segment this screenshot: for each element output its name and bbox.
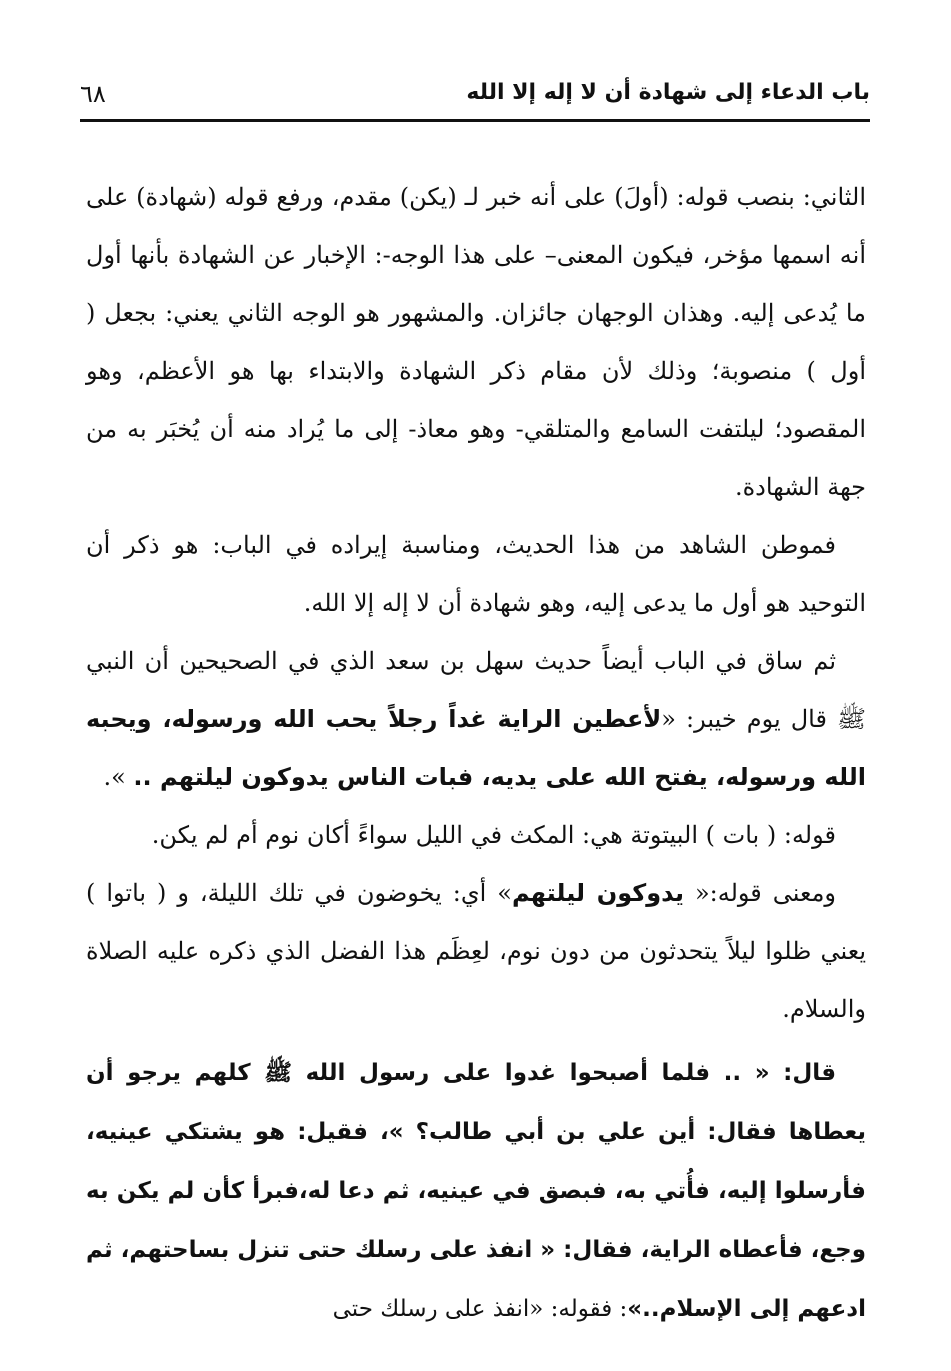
paragraph-meaning <box>86 864 866 1038</box>
header-rule <box>80 119 870 122</box>
page-header <box>80 80 870 110</box>
hadith-quote: لأعطين الراية غداً رجلاً يحب الله ورسوله، ويحبه الله ورسوله، يفتح الله على يديه، فبات الناس يدوكون ليلتهم .. <box>86 705 866 791</box>
body-text <box>86 168 866 1339</box>
meaning-quote: يدوكون ليلتهم <box>511 879 684 907</box>
paragraph-bayta: قوله: ( بات ) البيتوتة هي: المكث في الليل سواءً أكان نوم أم لم يكن. <box>151 821 836 849</box>
paragraph-evidence: فموطن الشاهد من هذا الحديث، ومناسبة إيراده في الباب: هو ذكر أن التوحيد هو أول ما يدعى إليه، وهو شهادة أن لا إله إلا الله. <box>86 531 866 617</box>
meaning-outro: » أي: يخوضون في تلك الليلة، و ( باتوا ) يعني ظلوا ليلاً يتحدثون من دون نوم، لعِظَم هذا الفضل الذي ذكره عليه الصلاة والسلام. <box>86 879 867 1023</box>
page-number: ٦٨ <box>80 80 106 108</box>
quote-block-text: قال: « .. فلما أصبحوا غدوا على رسول الله ﷺ كلهم يرجو أن يعطاها فقال: أين علي بن أبي طالب؟ »، فقيل: هو يشتكي عينيه، فأرسلوا إليه، فأُتي به، فبصق في عينيه، ثم دعا له،فبرأ كأن لم يكن به وجع، فأعطاه الراية، فقال: « انفذ على رسلك حتى تنزل بساحتهم، ثم ادعهم إلى الإسلام..» <box>86 1060 866 1322</box>
paragraph-hadith <box>86 632 866 806</box>
hadith-outro: ». <box>103 763 134 791</box>
paragraph-grammar: الثاني: بنصب قوله: (أولَ) على أنه خبر لـ (يكن) مقدم، ورفع قوله (شهادة) على أنه اسمها مؤخر، فيكون المعنى– على هذا الوجه-: الإخبار عن الشهادة بأنها أول ما يُدعى إليه. وهذان الوجهان جائزان. والمشهور هو الوجه الثاني يعني: بجعل ( أول ) منصوبة؛ وذلك لأن مقام ذكر الشهادة والابتداء بها هو الأعظم، وهو المقصود؛ ليلتفت السامع والمتلقي- وهو معاذ- إلى ما يُراد منه أن يُخبَر به من جهة الشهادة. <box>86 183 866 501</box>
running-title: باب الدعاء إلى شهادة أن لا إله إلا الله <box>466 80 870 105</box>
meaning-intro: ومعنى قوله:« <box>684 879 837 907</box>
quote-block <box>86 1044 866 1339</box>
quote-block-tail: : فقوله: «انفذ على رسلك حتى <box>332 1296 628 1322</box>
hadith-intro: ثم ساق في الباب أيضاً حديث سهل بن سعد الذي في الصحيحين أن النبي ﷺ قال يوم خيبر: « <box>86 647 867 733</box>
